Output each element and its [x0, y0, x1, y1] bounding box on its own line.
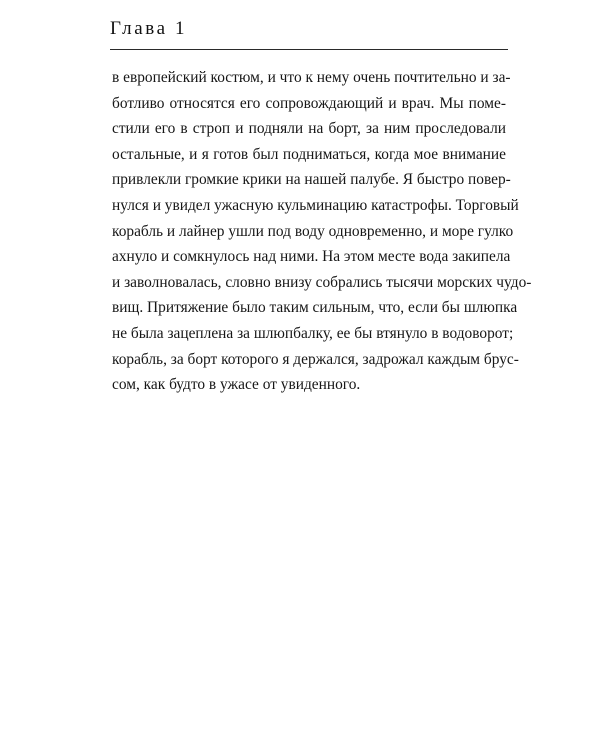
text-line: нулся и увидел ужасную кульминацию катастрофы. Торговый: [112, 196, 519, 214]
text-line: вищ. Притяжение было таким сильным, что, если бы шлюпка: [112, 299, 518, 317]
chapter-title: Глава 1: [110, 18, 188, 39]
text-line: привлекли громкие крики на нашей палубе. Я быстро повер-: [112, 171, 511, 189]
text-line: ахнуло и сомкнулось над ними. На этом месте вода закипела: [112, 248, 511, 266]
header-rule: [110, 49, 508, 50]
text-line: и заволновалась, словно внизу собрались тысячи морских чудо-: [112, 273, 532, 291]
text-line: ботливо относятся его сопровождающий и врач. Мы помe-: [112, 94, 506, 112]
text-line: стили его в строп и подняли на борт, за ним проследовали: [112, 120, 506, 138]
text-line: корабль, за борт которого я держался, задрожал каждым брус-: [112, 350, 519, 368]
body-text: [112, 65, 532, 398]
text-line-last: сом, как будто в ужасе от увиденного.: [112, 376, 361, 394]
text-line: остальные, и я готов был подниматься, когда мое внимание: [112, 145, 506, 163]
text-line: в европейский костюм, и что к нему очень почтительно и за-: [112, 69, 511, 86]
text-line: не была зацеплена за шлюпбалку, ее бы втянуло в водоворот;: [112, 324, 514, 342]
text-line: корабль и лайнер ушли под воду одновременно, и море гулко: [112, 222, 514, 240]
running-header: [110, 14, 508, 50]
